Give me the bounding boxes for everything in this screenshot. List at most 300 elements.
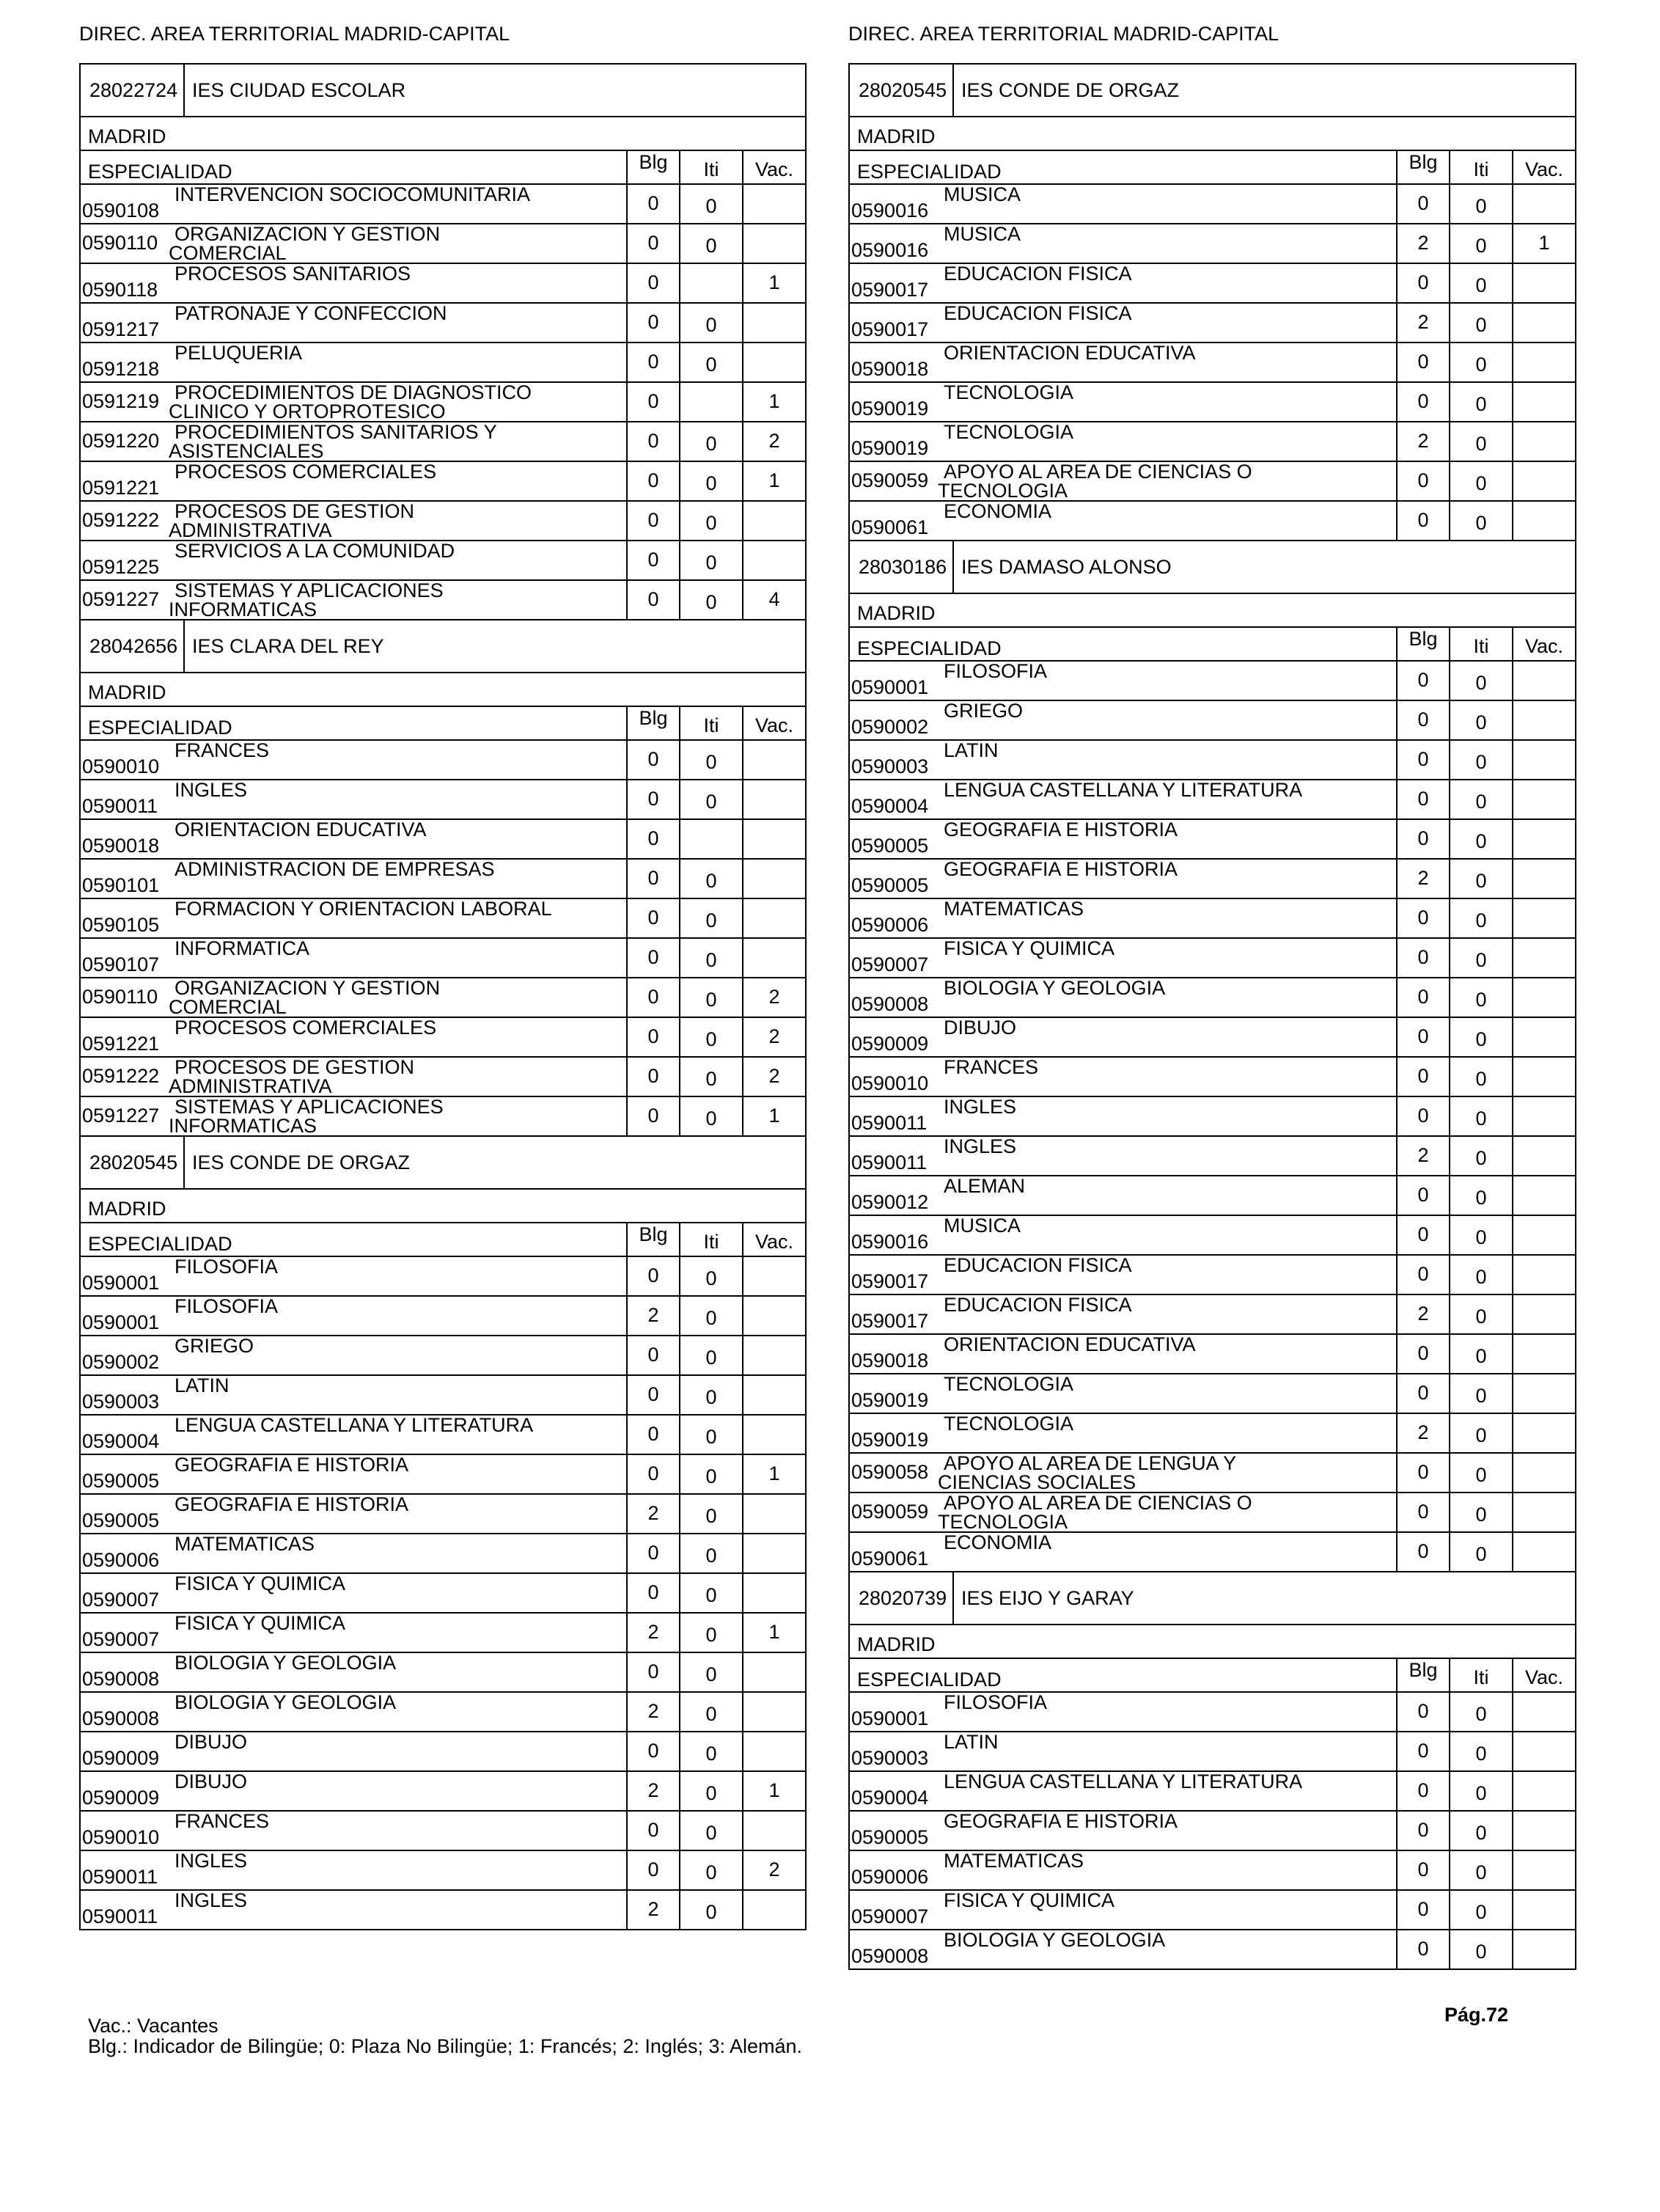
especialidad-name-line: LENGUA CASTELLANA Y LITERATURA <box>175 1414 534 1436</box>
especialidad-cell <box>81 1376 628 1414</box>
especialidad-name-line: GEOGRAFIA E HISTORIA <box>944 1810 1178 1832</box>
blg-value: 2 <box>628 1693 680 1731</box>
blg-value: 0 <box>1398 1256 1450 1294</box>
vac-value: 1 <box>768 271 780 293</box>
table-row <box>81 1018 805 1058</box>
center-header <box>850 541 1575 594</box>
especialidad-code: 0590008 <box>82 1668 160 1690</box>
iti-value: 0 <box>1450 820 1513 858</box>
especialidad-name <box>175 343 302 363</box>
table-row <box>81 1495 805 1534</box>
blg-value: 0 <box>1398 264 1450 302</box>
table-row <box>81 502 805 541</box>
especialidad-name <box>175 1613 345 1633</box>
especialidad-code: 0590003 <box>851 755 929 777</box>
especialidad-name <box>175 461 436 482</box>
iti-value: 0 <box>680 899 743 937</box>
vac-value: 1 <box>768 1462 780 1484</box>
especialidad-code: 0590011 <box>851 1112 928 1134</box>
especialidad-code: 0590016 <box>851 199 929 221</box>
especialidad-name-line: PROCEDIMIENTOS SANITARIOS Y <box>175 421 497 443</box>
blg-value: 2 <box>628 1495 680 1533</box>
vac-value <box>1513 264 1575 302</box>
table-row <box>81 1891 805 1929</box>
table-row <box>81 1297 805 1336</box>
especialidad-code: 0590005 <box>82 1470 160 1492</box>
table-row <box>850 1533 1575 1571</box>
center-header <box>81 1137 805 1190</box>
especialidad-name-line: APOYO AL AREA DE LENGUA Y <box>944 1452 1237 1474</box>
especialidad-code: 0591222 <box>82 1065 160 1087</box>
especialidad-name-line: MUSICA <box>944 223 1021 245</box>
vac-value <box>1513 978 1575 1017</box>
blg-value: 0 <box>628 224 680 263</box>
vac-value <box>1513 1137 1575 1175</box>
table-row <box>81 1574 805 1614</box>
table-row <box>81 304 805 343</box>
especialidad-name-line: LENGUA CASTELLANA Y LITERATURA <box>944 1770 1303 1792</box>
especialidad-name-line: CLINICO Y ORTOPROTESICO <box>169 400 446 422</box>
center-city: MADRID <box>850 117 1575 151</box>
especialidad-cell <box>850 1374 1398 1413</box>
especialidad-name <box>944 1811 1178 1831</box>
especialidad-name-line: PROCESOS DE GESTION <box>175 1056 415 1078</box>
especialidad-name-line: FORMACION Y ORIENTACION LABORAL <box>175 898 552 920</box>
especialidad-name <box>944 1692 1047 1713</box>
especialidad-name <box>175 1811 269 1831</box>
especialidad-name <box>944 303 1132 323</box>
especialidad-name <box>175 1017 436 1038</box>
table-row <box>850 780 1575 820</box>
especialidad-name <box>175 819 427 840</box>
especialidad-name-line: PROCESOS SANITARIOS <box>175 263 411 285</box>
header-vac: Vac. <box>754 1231 794 1253</box>
especialidad-code: 0590005 <box>82 1509 160 1531</box>
especialidad-name <box>175 184 530 205</box>
iti-value: 0 <box>1450 304 1513 342</box>
vac-value <box>1513 1493 1575 1531</box>
especialidad-cell <box>850 662 1398 700</box>
iti-value: 0 <box>680 1416 743 1454</box>
header-vac: Vac. <box>1524 158 1564 180</box>
vac-value: 1 <box>768 469 780 491</box>
iti-value: 0 <box>1450 701 1513 739</box>
especialidad-cell <box>850 1295 1398 1333</box>
center-city: MADRID <box>81 1190 805 1223</box>
table-row <box>81 1693 805 1732</box>
iti-value: 0 <box>680 541 743 579</box>
vac-value <box>1513 185 1575 223</box>
especialidad-name-line: INGLES <box>944 1096 1017 1118</box>
table-row <box>81 741 805 780</box>
blg-value: 0 <box>1398 899 1450 937</box>
header-blg: Blg <box>1398 628 1450 660</box>
especialidad-code: 0590002 <box>851 716 929 738</box>
especialidad-name-line: INGLES <box>175 1889 248 1911</box>
table-row <box>81 581 805 619</box>
header-blg: Blg <box>628 1223 680 1256</box>
especialidad-name <box>938 1452 1237 1493</box>
left-column <box>79 21 807 1930</box>
especialidad-name <box>175 1573 345 1594</box>
especialidad-name-line: SISTEMAS Y APLICACIONES <box>175 579 444 601</box>
especialidad-name <box>944 501 1051 521</box>
vac-value <box>1513 1058 1575 1096</box>
blg-value: 2 <box>628 1772 680 1810</box>
especialidad-name <box>944 978 1165 998</box>
vac-value <box>1513 1374 1575 1413</box>
especialidad-name-line: TECNOLOGIA <box>944 421 1074 443</box>
blg-value: 2 <box>628 1297 680 1335</box>
table-row <box>850 224 1575 264</box>
table-row <box>850 1137 1575 1176</box>
especialidad-name-line: PATRONAJE Y CONFECCION <box>175 302 447 324</box>
especialidad-cell <box>850 462 1398 500</box>
header-especialidad: ESPECIALIDAD <box>850 628 1398 660</box>
especialidad-code: 0590008 <box>82 1707 160 1729</box>
especialidad-cell <box>81 1257 628 1295</box>
blg-value: 0 <box>1398 1693 1450 1731</box>
blg-value: 0 <box>628 462 680 500</box>
table-row <box>81 1257 805 1297</box>
especialidad-code: 0591222 <box>82 509 160 531</box>
right-column <box>848 21 1576 1970</box>
blg-value: 0 <box>1398 1732 1450 1770</box>
vac-value <box>1513 1693 1575 1731</box>
center-name: IES DAMASO ALONSO <box>961 555 1172 578</box>
iti-value: 0 <box>680 978 743 1017</box>
table-body <box>81 185 805 619</box>
especialidad-name-line: FISICA Y QUIMICA <box>175 1612 346 1634</box>
especialidad-name <box>175 938 309 959</box>
center-city: MADRID <box>850 1625 1575 1659</box>
especialidad-name-line: SISTEMAS Y APLICACIONES <box>175 1096 444 1118</box>
header-blg: Blg <box>1398 151 1450 183</box>
especialidad-name <box>175 303 447 323</box>
blg-value: 0 <box>1398 1493 1450 1531</box>
center-block <box>848 1572 1576 1970</box>
especialidad-name <box>944 661 1047 681</box>
especialidad-cell <box>81 899 628 937</box>
especialidad-cell <box>850 502 1398 540</box>
blg-value: 0 <box>1398 1812 1450 1850</box>
especialidad-cell <box>81 1732 628 1770</box>
center-name: IES CONDE DE ORGAZ <box>961 78 1180 101</box>
iti-value: 0 <box>1450 502 1513 540</box>
especialidad-cell <box>850 1335 1398 1373</box>
especialidad-name <box>169 381 532 422</box>
vac-value: 1 <box>1538 232 1550 254</box>
iti-value: 0 <box>680 343 743 381</box>
iti-value: 0 <box>680 1018 743 1056</box>
vac-value <box>1513 860 1575 898</box>
especialidad-code: 0590003 <box>82 1391 160 1413</box>
footer-legend <box>88 2015 802 2057</box>
blg-value: 0 <box>628 422 680 461</box>
vac-value <box>743 343 805 381</box>
iti-value: 0 <box>1450 462 1513 500</box>
especialidad-name <box>944 1413 1073 1434</box>
especialidad-cell <box>81 185 628 223</box>
especialidad-code: 0590110 <box>82 232 158 254</box>
table-row <box>81 1653 805 1693</box>
vac-value: 1 <box>768 1779 780 1801</box>
iti-value: 0 <box>680 1614 743 1652</box>
especialidad-name <box>944 1771 1302 1792</box>
table-row <box>81 1772 805 1812</box>
iti-value: 0 <box>1450 1374 1513 1413</box>
especialidad-name-line: BIOLOGIA Y GEOLOGIA <box>175 1652 397 1674</box>
header-blg: Blg <box>628 151 680 183</box>
especialidad-code: 0590017 <box>851 1270 929 1292</box>
blg-value: 0 <box>628 1416 680 1454</box>
especialidad-cell <box>850 422 1398 461</box>
especialidad-name-line: GRIEGO <box>944 700 1024 722</box>
especialidad-name-line: INGLES <box>175 779 248 801</box>
iti-value: 0 <box>680 741 743 779</box>
especialidad-name-line: FRANCES <box>175 739 270 761</box>
especialidad-cell <box>81 383 628 421</box>
iti-value: 0 <box>680 1495 743 1533</box>
especialidad-code: 0590007 <box>851 953 929 975</box>
table-row <box>850 264 1575 304</box>
especialidad-name-line: PROCESOS COMERCIALES <box>175 461 437 483</box>
especialidad-name <box>944 1215 1021 1236</box>
vac-value <box>1513 939 1575 977</box>
especialidad-name-line: EDUCACION FISICA <box>944 263 1132 285</box>
especialidad-cell <box>81 1574 628 1612</box>
especialidad-name-line: FRANCES <box>175 1810 270 1832</box>
table-row <box>81 422 805 462</box>
especialidad-name-line: FISICA Y QUIMICA <box>175 1572 346 1594</box>
especialidad-cell <box>850 1256 1398 1294</box>
especialidad-cell <box>81 1416 628 1454</box>
vac-value <box>1513 1097 1575 1135</box>
blg-value: 0 <box>628 1018 680 1056</box>
center-header <box>850 65 1575 117</box>
especialidad-code: 0590019 <box>851 437 929 459</box>
table-row <box>850 1256 1575 1295</box>
center-block <box>79 620 807 1137</box>
iti-value: 0 <box>680 1097 743 1135</box>
especialidad-name <box>175 1296 278 1316</box>
table-row <box>850 1295 1575 1335</box>
table-row <box>81 383 805 422</box>
blg-value: 0 <box>628 939 680 977</box>
especialidad-name-line: ORIENTACION EDUCATIVA <box>175 818 427 841</box>
especialidad-name-line: TECNOLOGIA <box>938 1511 1068 1533</box>
table-row <box>850 304 1575 343</box>
especialidad-cell <box>81 939 628 977</box>
especialidad-cell <box>81 304 628 342</box>
center-code: 28020545 <box>81 1137 185 1188</box>
especialidad-cell <box>850 741 1398 779</box>
especialidad-cell <box>850 939 1398 977</box>
blg-value: 0 <box>628 780 680 818</box>
especialidad-cell <box>81 1534 628 1572</box>
especialidad-code: 0590016 <box>851 1231 929 1253</box>
especialidad-cell <box>81 541 628 579</box>
especialidad-name-line: FRANCES <box>944 1056 1039 1078</box>
especialidad-code: 0590059 <box>851 1501 929 1523</box>
especialidad-cell <box>81 581 628 619</box>
center-code: 28020545 <box>850 65 954 116</box>
vac-value <box>1513 1891 1575 1929</box>
especialidad-name <box>175 1494 408 1515</box>
especialidad-name-line: PROCESOS COMERCIALES <box>175 1017 437 1039</box>
header-iti: Iti <box>1450 151 1513 183</box>
especialidad-cell <box>850 264 1398 302</box>
especialidad-cell <box>850 224 1398 263</box>
especialidad-name <box>175 1850 247 1871</box>
especialidad-name <box>944 184 1021 205</box>
table-row <box>81 899 805 939</box>
vac-value <box>1513 780 1575 818</box>
especialidad-name <box>169 1096 444 1137</box>
blg-value: 0 <box>1398 462 1450 500</box>
header-vac: Vac. <box>1524 1666 1564 1688</box>
iti-value: 0 <box>1450 1493 1513 1531</box>
blg-value: 0 <box>628 1257 680 1295</box>
especialidad-code: 0590012 <box>851 1191 929 1213</box>
vac-value <box>1513 1812 1575 1850</box>
table-row <box>81 1416 805 1455</box>
especialidad-name-line: GEOGRAFIA E HISTORIA <box>944 858 1178 880</box>
vac-value <box>743 1495 805 1533</box>
especialidad-cell <box>81 820 628 858</box>
table-row <box>81 185 805 224</box>
especialidad-cell <box>81 224 628 263</box>
especialidad-cell <box>81 1336 628 1374</box>
especialidad-name-line: ORGANIZACION Y GESTION <box>175 223 441 245</box>
blg-value: 0 <box>1398 1216 1450 1254</box>
vac-value <box>1513 1256 1575 1294</box>
vac-value <box>743 860 805 898</box>
especialidad-name-line: LATIN <box>175 1374 229 1396</box>
iti-value: 0 <box>1450 185 1513 223</box>
vac-value: 2 <box>768 430 780 452</box>
blg-value: 0 <box>628 1455 680 1493</box>
table-row <box>850 1176 1575 1216</box>
especialidad-name <box>944 1334 1196 1355</box>
especialidad-name <box>944 1850 1084 1871</box>
blg-value: 0 <box>1398 1772 1450 1810</box>
blg-value: 0 <box>1398 1533 1450 1571</box>
especialidad-name-line: ADMINISTRACION DE EMPRESAS <box>175 858 495 880</box>
especialidad-name <box>175 740 269 761</box>
table-body <box>850 1693 1575 1969</box>
especialidad-name-line: FISICA Y QUIMICA <box>944 937 1115 959</box>
vac-value: 1 <box>768 1621 780 1643</box>
vac-value <box>1513 1454 1575 1492</box>
especialidad-name-line: PROCESOS DE GESTION <box>175 500 415 522</box>
vac-value <box>1513 820 1575 858</box>
especialidad-code: 0590018 <box>82 835 160 857</box>
especialidad-cell <box>81 1614 628 1652</box>
header-iti: Iti <box>1450 1659 1513 1691</box>
table-row <box>81 1732 805 1772</box>
especialidad-name-line: DIBUJO <box>175 1770 248 1792</box>
vac-value <box>743 541 805 579</box>
especialidad-cell <box>81 780 628 818</box>
especialidad-name <box>944 422 1073 442</box>
table-body <box>850 662 1575 1571</box>
especialidad-code: 0590007 <box>82 1628 160 1650</box>
especialidad-name-line: FILOSOFIA <box>944 1691 1048 1713</box>
vac-value <box>743 502 805 540</box>
especialidad-name-line: ORIENTACION EDUCATIVA <box>944 1333 1196 1355</box>
especialidad-name-line: DIBUJO <box>944 1017 1017 1039</box>
legend-bilingue: Blg.: Indicador de Bilingüe; 0: Plaza No Bilingüe; 1: Francés; 2: Inglés; 3: Alemán. <box>88 2035 803 2057</box>
blg-value: 0 <box>628 741 680 779</box>
especialidad-name-line: APOYO AL AREA DE CIENCIAS O <box>944 461 1252 483</box>
especialidad-name <box>169 579 444 620</box>
iti-value: 0 <box>1450 1454 1513 1492</box>
center-code: 28022724 <box>81 65 185 116</box>
table-row <box>81 820 805 860</box>
header-blg: Blg <box>1398 1659 1450 1691</box>
table-row <box>850 820 1575 860</box>
table-header <box>850 151 1575 185</box>
blg-value: 0 <box>628 1336 680 1374</box>
blg-value: 0 <box>1398 1018 1450 1056</box>
table-row <box>81 224 805 264</box>
especialidad-name <box>944 1532 1051 1553</box>
vac-value <box>1513 304 1575 342</box>
iti-value: 0 <box>1450 1851 1513 1889</box>
vac-value <box>743 304 805 342</box>
especialidad-name <box>169 977 441 1018</box>
especialidad-code: 0590009 <box>851 1033 929 1055</box>
iti-value: 0 <box>680 1336 743 1374</box>
blg-value: 0 <box>1398 1374 1450 1413</box>
especialidad-cell <box>81 860 628 898</box>
table-row <box>850 1732 1575 1772</box>
iti-value: 0 <box>1450 1335 1513 1373</box>
especialidad-code: 0591221 <box>82 1033 160 1055</box>
iti-value <box>680 820 743 858</box>
vac-value <box>1513 701 1575 739</box>
especialidad-name-line: INFORMATICAS <box>169 598 317 620</box>
especialidad-name-line: EDUCACION FISICA <box>944 1254 1132 1276</box>
blg-value: 0 <box>1398 978 1450 1017</box>
vac-value <box>743 741 805 779</box>
especialidad-cell <box>81 1058 628 1096</box>
especialidad-name <box>944 1176 1025 1196</box>
especialidad-cell <box>850 1216 1398 1254</box>
especialidad-name <box>944 1255 1132 1275</box>
table-row <box>850 741 1575 780</box>
center-list <box>848 63 1576 1970</box>
especialidad-code: 0590017 <box>851 1310 929 1332</box>
blg-value: 0 <box>628 1376 680 1414</box>
header-vac: Vac. <box>1524 635 1564 657</box>
especialidad-code: 0590001 <box>82 1272 160 1294</box>
blg-value: 0 <box>628 1851 680 1889</box>
iti-value: 0 <box>680 224 743 263</box>
vac-value <box>1513 1295 1575 1333</box>
blg-value: 0 <box>628 343 680 381</box>
especialidad-code: 0590017 <box>851 318 929 340</box>
iti-value: 0 <box>1450 224 1513 263</box>
center-header <box>81 65 805 117</box>
vac-value: 4 <box>768 588 780 610</box>
especialidad-code: 0590010 <box>851 1072 929 1094</box>
vac-value <box>1513 383 1575 421</box>
iti-value: 0 <box>1450 1414 1513 1452</box>
page-number: Pág.72 <box>1444 2004 1509 2026</box>
especialidad-code: 0590009 <box>82 1787 160 1809</box>
